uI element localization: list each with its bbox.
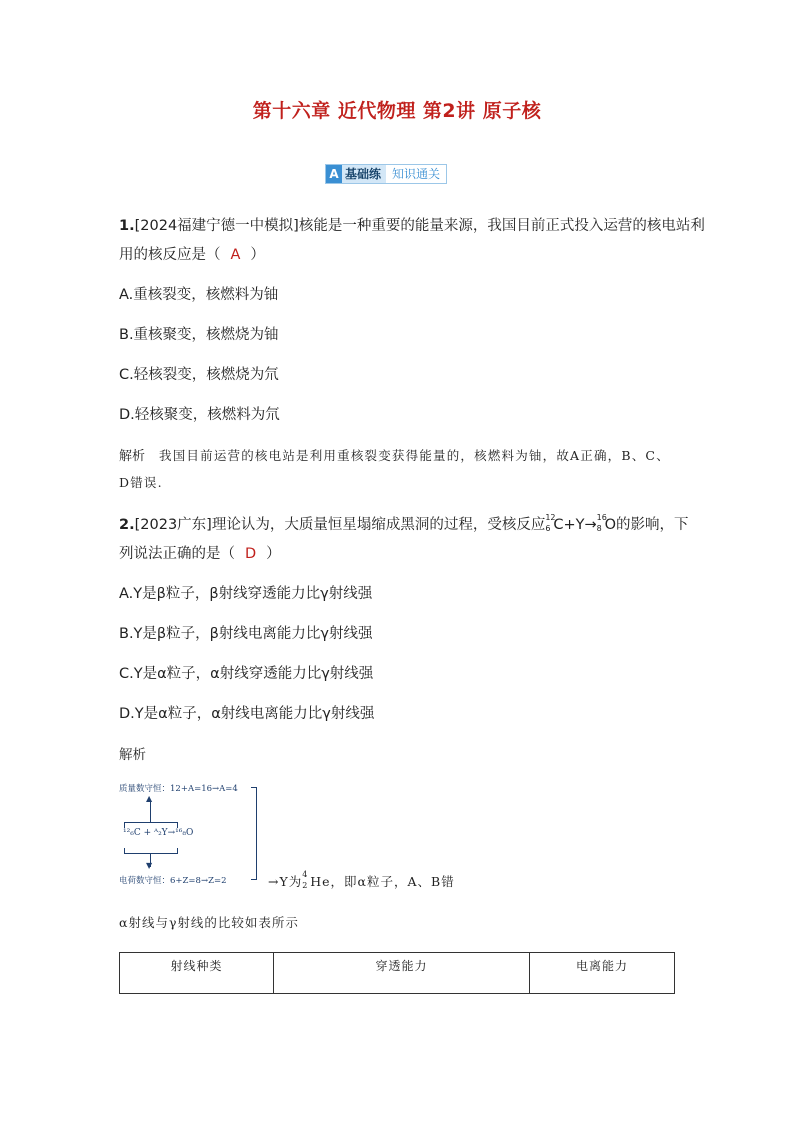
down-arrow-icon: ▼ <box>146 861 153 870</box>
carbon-nuclide: 12 6 <box>545 513 556 533</box>
q2-option-a: A.Y是β粒子，β射线穿透能力比γ射线强 <box>119 586 373 602</box>
up-arrow-icon: ▲ <box>146 794 153 803</box>
comparison-intro: α射线与γ射线的比较如表所示 <box>119 915 299 930</box>
charge-conservation-text: 电荷数守恒：6+Z=8→Z=2 <box>119 876 227 886</box>
page-title: 第十六章 近代物理 第2讲 原子核 <box>252 100 542 122</box>
q2-number: 2. <box>119 517 135 533</box>
q2-source: [2023广东] <box>134 517 212 533</box>
q1-option-a: A.重核裂变，核燃料为铀 <box>119 287 279 303</box>
table-header-ray-type: 射线种类 <box>120 953 274 994</box>
q2-line1: 2.[2023广东]理论认为，大质量恒星塌缩成黑洞的过程，受核反应 12 6 C+Y→ 16 8 O的影响，下 <box>119 513 689 533</box>
q2-line2: 列说法正确的是（ D ） <box>119 546 281 562</box>
q1-line2: 用的核反应是（ A ） <box>119 247 265 263</box>
oxygen-nuclide: 16 8 <box>596 513 607 533</box>
q1-explanation-line1: 解析 我国目前运营的核电站是利用重核裂变获得能量的，核燃料为铀，故A正确，B、C、 <box>119 448 670 464</box>
mass-conservation-text: 质量数守恒：12+A=16→A=4 <box>119 784 238 794</box>
section-badge <box>325 164 447 184</box>
q2-option-d: D.Y是α粒子，α射线电离能力比γ射线强 <box>119 706 375 722</box>
table-header-ionization: 电离能力 <box>530 953 675 994</box>
q2-option-c: C.Y是α粒子，α射线穿透能力比γ射线强 <box>119 666 374 682</box>
q1-explanation-line2: D错误. <box>119 475 163 490</box>
comparison-table <box>119 952 675 994</box>
q1-line1: 1.[2024福建宁德一中模拟]核能是一种重要的能量来源，我国目前正式投入运营的核电站利 <box>119 218 705 234</box>
badge-label: 基础练 <box>342 165 386 183</box>
q1-option-b: B.重核聚变，核燃烧为铀 <box>119 327 279 343</box>
q1-number: 1. <box>119 218 135 234</box>
helium-nuclide: 4 2 <box>302 870 309 890</box>
q1-explanation-label: 解析 <box>119 449 146 464</box>
q2-option-b: B.Y是β粒子，β射线电离能力比γ射线强 <box>119 626 373 642</box>
table-header-penetration: 穿透能力 <box>274 953 530 994</box>
conclusion-text: →Y为 4 2 He，即α粒子，A、B错 <box>268 870 455 890</box>
q1-source: [2024福建宁德一中模拟] <box>134 218 299 234</box>
conservation-diagram <box>119 778 267 888</box>
q1-option-c: C.轻核裂变，核燃烧为氘 <box>119 367 279 383</box>
q2-explanation-label: 解析 <box>119 747 146 763</box>
badge-letter: A <box>326 165 342 183</box>
reaction-equation: ¹²₆C + ᴬ₂Y→¹⁶₈O <box>123 828 194 838</box>
q1-answer: A <box>230 247 241 263</box>
table-row <box>120 953 675 994</box>
badge-sublabel: 知识通关 <box>386 165 446 183</box>
q2-answer: D <box>245 546 257 562</box>
q1-option-d: D.轻核聚变，核燃料为氘 <box>119 407 280 423</box>
